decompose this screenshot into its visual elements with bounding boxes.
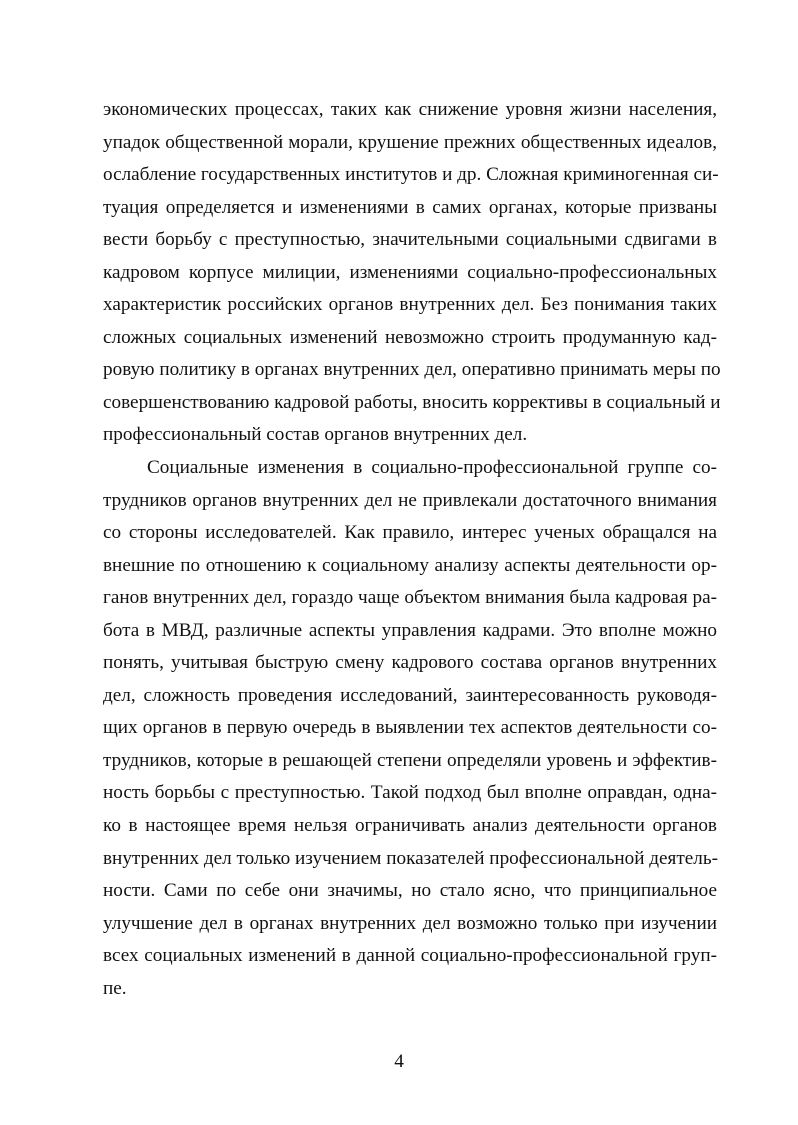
text-line: характеристик российских органов внутренних дел. Без понимания таких (103, 294, 717, 316)
text-line: сложных социальных изменений невозможно строить продуманную кад- (103, 326, 717, 348)
text-line: ганов внутренних дел, гораздо чаще объектом внимания была кадровая ра- (103, 587, 717, 609)
text-line: внутренних дел только изучением показателей профессиональной деятель- (103, 847, 719, 869)
text-line: вести борьбу с преступностью, значительными социальными сдвигами в (103, 229, 717, 251)
text-line: Социальные изменения в социально-профессиональной группе со- (147, 457, 717, 479)
text-line: ности. Сами по себе они значимы, но стало ясно, что принципиальное (103, 880, 717, 902)
text-line: со стороны исследователей. Как правило, интерес ученых обращался на (103, 522, 717, 544)
text-line: ко в настоящее время нельзя ограничивать анализ деятельности органов (103, 815, 717, 837)
text-line: упадок общественной морали, крушение прежних общественных идеалов, (103, 131, 717, 153)
text-line: туация определяется и изменениями в самих органах, которые призваны (103, 196, 717, 218)
text-line: пе. (103, 977, 127, 999)
text-line: ослабление государственных институтов и др. Сложная криминогенная си- (103, 164, 719, 186)
text-line: ность борьбы с преступностью. Такой подход был вполне оправдан, одна- (103, 782, 717, 804)
text-line: дел, сложность проведения исследований, заинтересованность руководя- (103, 684, 717, 706)
text-line: кадровом корпусе милиции, изменениями социально-профессиональных (103, 261, 717, 283)
text-line: понять, учитывая быструю смену кадрового состава органов внутренних (103, 652, 717, 674)
text-line: совершенствованию кадровой работы, вносить коррективы в социальный и (103, 391, 721, 413)
text-line: щих органов в первую очередь в выявлении тех аспектов деятельности со- (103, 717, 717, 739)
text-line: внешние по отношению к социальному анализу аспекты деятельности ор- (103, 554, 717, 576)
page-number: 4 (394, 1051, 404, 1072)
body-text (103, 94, 721, 1005)
text-line: трудников, которые в решающей степени определяли уровень и эффектив- (103, 749, 717, 771)
text-line: ровую политику в органах внутренних дел, оперативно принимать меры по (103, 359, 721, 381)
text-line: всех социальных изменений в данной социально-профессиональной груп- (103, 945, 717, 967)
text-line: экономических процессах, таких как снижение уровня жизни населения, (103, 99, 717, 120)
text-line: профессиональный состав органов внутренних дел. (103, 424, 528, 446)
text-line: трудников органов внутренних дел не привлекали достаточного внимания (103, 489, 717, 511)
text-line: бота в МВД, различные аспекты управления кадрами. Это вполне можно (103, 619, 717, 641)
text-line: улучшение дел в органах внутренних дел возможно только при изучении (103, 912, 717, 934)
